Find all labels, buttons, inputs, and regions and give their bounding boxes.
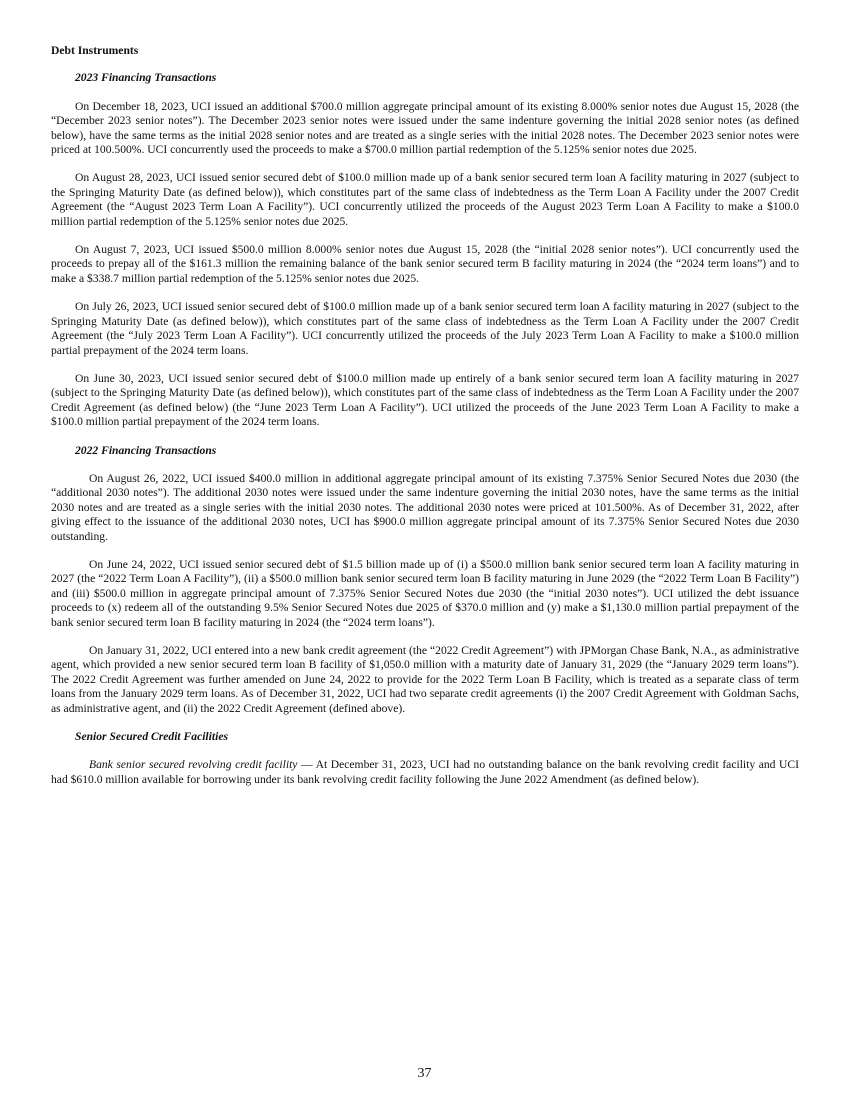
section-title-2022-financing: 2022 Financing Transactions bbox=[75, 443, 217, 457]
revolving-facility-lead: Bank senior secured revolving credit facility bbox=[89, 758, 298, 772]
paragraph-june-24-2022: On June 24, 2022, UCI issued senior secured debt of $1.5 billion made up of (i) a $500.0 million bank senior secured term loan A facility maturing in 2027 (the “2022 Term Loan A Facility”), (ii) a $500.0 million bank senior secured term loan B facility maturing in June 2029 (the “2022 Term Loan B Facility”) and (iii) $500.0 million in aggregate principal amount of 7.375% Senior Secured Notes due 2030 (the “initial 2030 notes”). UCI utilized the debt issuance proceeds to (x) redeem all of the outstanding 9.5% Senior Secured Notes due 2025 of $370.0 million and (y) make a $1,130.0 million partial prepayment of the bank senior secured term loan B facility maturing in 2024 (the “2024 term loans”). bbox=[51, 557, 799, 629]
paragraph-december-2023: On December 18, 2023, UCI issued an additional $700.0 million aggregate principal amount of its existing 8.000% senior notes due August 15, 2028 (the “December 2023 senior notes”). The December 2023 senior notes were issued under the same indenture governing the initial 2028 senior notes (as defined below), have the same terms as the initial 2028 senior notes and are treated as a single series with the initial 2028 notes. The December 2023 senior notes were priced at 100.500%. UCI concurrently used the proceeds to make a $700.0 million partial redemption of the 5.125% senior notes due 2025. bbox=[51, 99, 799, 157]
paragraph-august-7-2023: On August 7, 2023, UCI issued $500.0 million 8.000% senior notes due August 15, 2028 (the “initial 2028 senior notes”). UCI concurrently used the proceeds to prepay all of the $161.3 million the remaining balance of the bank senior secured term B facility maturing in 2024 (the “2024 term loans”) and to make a $338.7 million partial redemption of the 5.125% senior notes due 2025. bbox=[51, 243, 799, 285]
paragraph-june-30-2023: On June 30, 2023, UCI issued senior secured debt of $100.0 million made up entirely of a bank senior secured term loan A facility maturing in 2027 (subject to the Springing Maturity Date (as defined below)), which constitutes part of the same class of indebtedness as the Term Loan A Facility under the 2007 Credit Agreement (as defined below) (the “June 2023 Term Loan A Facility”). UCI utilized the proceeds of the June 2023 Term Loan A Facility to make a $100.0 million partial prepayment of the 2024 term loans. bbox=[51, 371, 799, 429]
revolving-facility-text: — At December 31, 2023, UCI had no outstanding balance on the bank revolving credit facility and UCI had $610.0 million available for borrowing under its bank revolving credit facility following the June 2022 Amendment (as defined below). bbox=[51, 758, 799, 786]
paragraph-august-26-2022: On August 26, 2022, UCI issued $400.0 million in additional aggregate principal amount of its existing 7.375% Senior Secured Notes due 2030 (the “additional 2030 notes”). The additional 2030 notes were issued under the same indenture governing the initial 2030 notes, have the same terms as the initial 2030 notes and are treated as a single series with the initial 2030 notes. The additional 2030 notes were priced at 101.500%. As of December 31, 2022, after giving effect to the issuance of the additional 2030 notes, UCI has $900.0 million aggregate principal amount of its 7.375% Senior Secured Notes due 2030 outstanding. bbox=[51, 471, 799, 543]
document-page bbox=[51, 44, 799, 801]
page-number: 37 bbox=[417, 1066, 432, 1081]
paragraph-revolving-credit-facility bbox=[51, 758, 799, 787]
paragraph-july-26-2023: On July 26, 2023, UCI issued senior secured debt of $100.0 million made up of a bank senior secured term loan A facility maturing in 2027 (subject to the Springing Maturity Date (as defined below)), which constitutes part of the same class of indebtedness as the Term Loan A Facility under the 2007 Credit Agreement (the “July 2023 Term Loan A Facility”). UCI concurrently utilized the proceeds of the July 2023 Term Loan A Facility to make a $100.0 million partial prepayment of the 2024 term loans. bbox=[51, 300, 799, 357]
document-heading: Debt Instruments bbox=[51, 44, 139, 57]
section-title-senior-secured-credit: Senior Secured Credit Facilities bbox=[75, 730, 228, 744]
paragraph-august-28-2023: On August 28, 2023, UCI issued senior secured debt of $100.0 million made up of a bank senior secured term loan A facility maturing in 2027 (subject to the Springing Maturity Date (as defined below)), which constitutes part of the same class of indebtedness as the Term Loan A Facility under the 2007 Credit Agreement (the “August 2023 Term Loan A Facility”). UCI concurrently utilized the proceeds of the August 2023 Term Loan A Facility to make a $100.0 million partial redemption of the 5.125% senior notes due 2025. bbox=[51, 171, 799, 228]
paragraph-january-31-2022: On January 31, 2022, UCI entered into a new bank credit agreement (the “2022 Credit Agreement”) with JPMorgan Chase Bank, N.A., as administrative agent, which provided a new senior secured term loan B facility of $1,050.0 million with a maturity date of January 31, 2029 (the “January 2029 term loans”). The 2022 Credit Agreement was further amended on June 24, 2022 to provide for the 2022 Term Loan B Facility, which is treated as a separate class of term loans from the January 2029 term loans. As of December 31, 2022, UCI had two separate credit agreements (i) the 2007 Credit Agreement with Goldman Sachs, as administrative agent, and (ii) the 2022 Credit Agreement (defined above). bbox=[51, 644, 799, 715]
section-title-2023-financing: 2023 Financing Transactions bbox=[75, 71, 217, 85]
